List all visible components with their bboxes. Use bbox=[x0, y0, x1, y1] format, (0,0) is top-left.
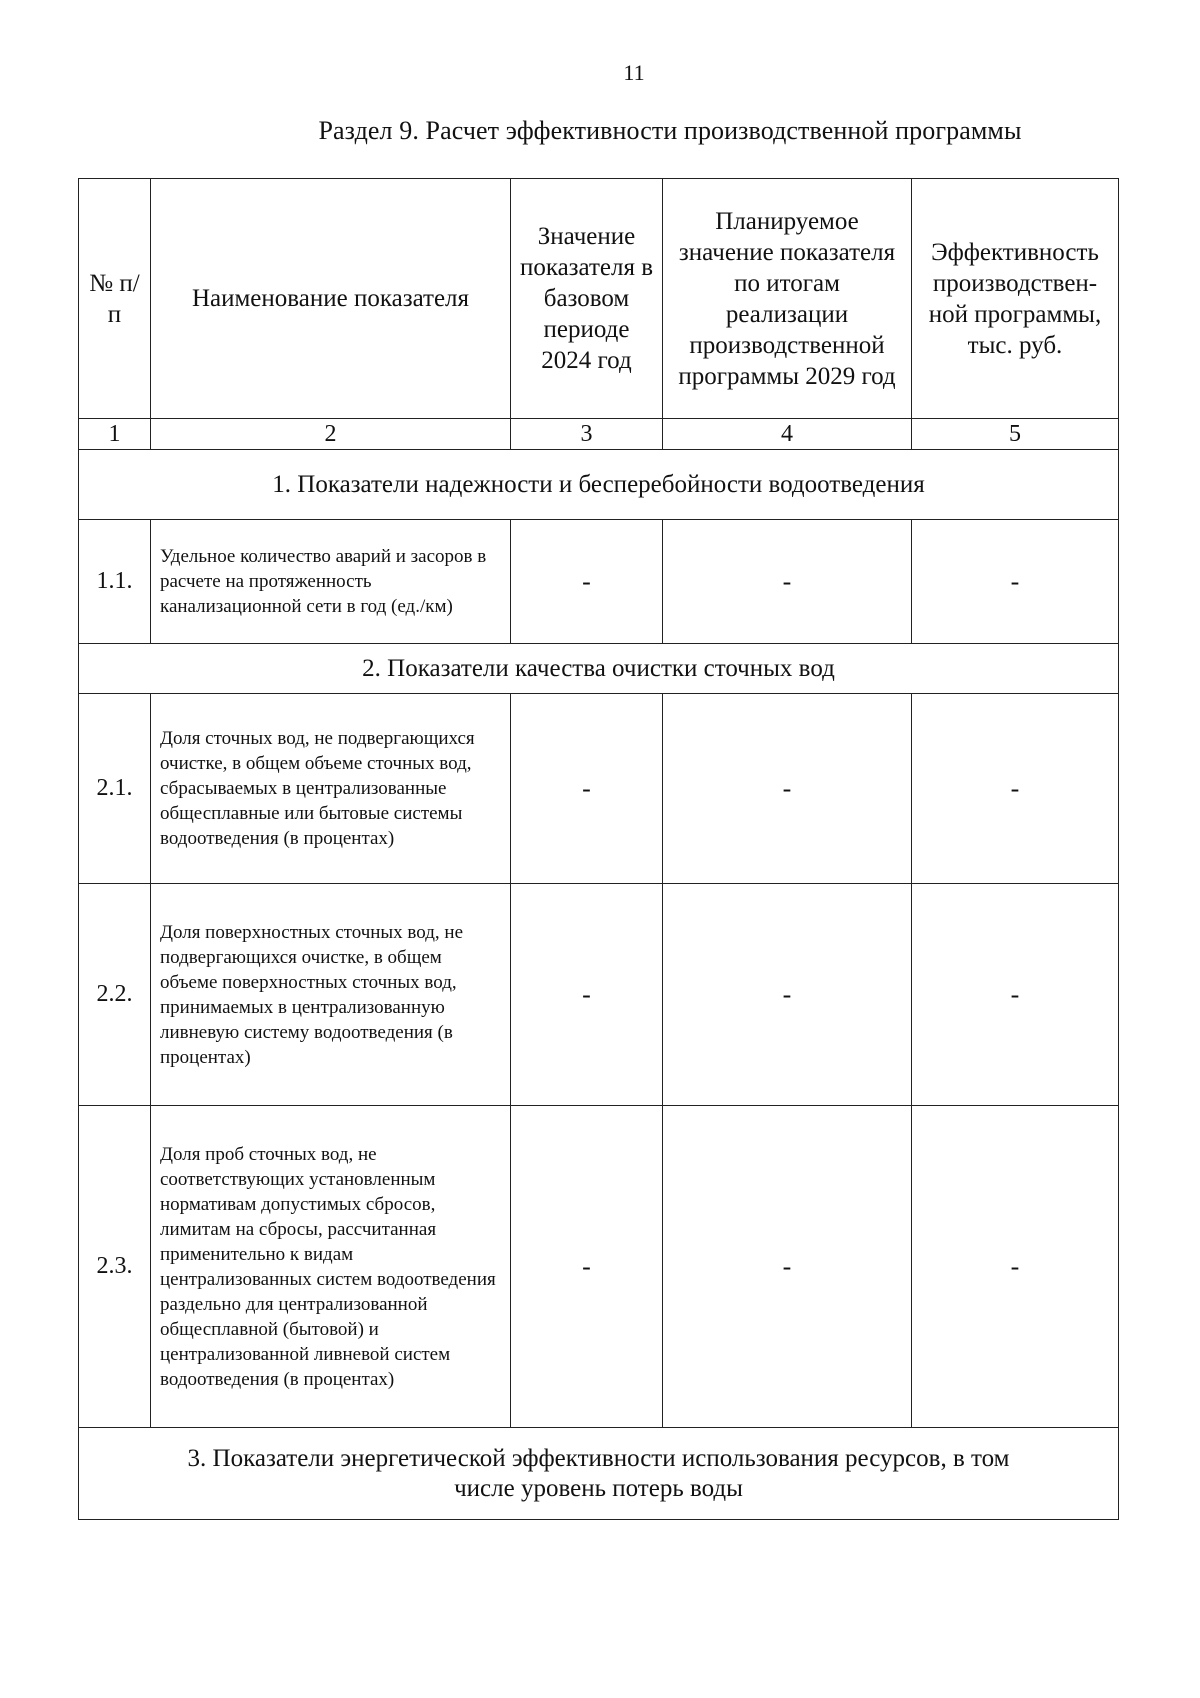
column-number: 2 bbox=[151, 419, 511, 450]
column-number-row bbox=[79, 419, 1119, 450]
table-row bbox=[79, 520, 1119, 644]
table-row bbox=[79, 1106, 1119, 1428]
planned-value: - bbox=[663, 884, 912, 1106]
section-heading-row bbox=[79, 1428, 1119, 1520]
row-number: 2.3. bbox=[79, 1106, 151, 1428]
indicator-name: Удельное количество аварий и засоров в расчете на протяженность канализационной сети в год (ед./км) bbox=[151, 520, 511, 644]
header-num: № п/п bbox=[79, 179, 151, 419]
efficiency-value: - bbox=[912, 884, 1119, 1106]
row-number: 2.1. bbox=[79, 694, 151, 884]
efficiency-table bbox=[78, 178, 1119, 1520]
section-heading: 2. Показатели качества очистки сточных вод bbox=[79, 644, 1119, 694]
header-base-value: Значение показателя в базовом периоде 2024 год bbox=[511, 179, 663, 419]
indicator-name: Доля сточных вод, не подвергающихся очистке, в общем объеме сточных вод, сбрасываемых в централизованные общесплавные или бытовые системы водоотведения (в процентах) bbox=[151, 694, 511, 884]
section-title: Раздел 9. Расчет эффективности производственной программы bbox=[318, 116, 1022, 145]
table-row bbox=[79, 694, 1119, 884]
base-value: - bbox=[511, 694, 663, 884]
row-number: 1.1. bbox=[79, 520, 151, 644]
indicator-name: Доля поверхностных сточных вод, не подвергающихся очистке, в общем объеме поверхностных сточных вод, принимаемых в централизованную ливневую систему водоотведения (в процентах) bbox=[151, 884, 511, 1106]
column-number: 4 bbox=[663, 419, 912, 450]
base-value: - bbox=[511, 520, 663, 644]
section-heading-row bbox=[79, 450, 1119, 520]
column-number: 1 bbox=[79, 419, 151, 450]
column-number: 3 bbox=[511, 419, 663, 450]
table-row bbox=[79, 884, 1119, 1106]
table-header-row bbox=[79, 179, 1119, 419]
header-planned-value: Планируемое значение показателя по итогам реализации производственной программы 2029 год bbox=[663, 179, 912, 419]
base-value: - bbox=[511, 884, 663, 1106]
section-heading: 1. Показатели надежности и бесперебойности водоотведения bbox=[79, 450, 1119, 520]
planned-value: - bbox=[663, 520, 912, 644]
column-number: 5 bbox=[912, 419, 1119, 450]
section-heading: 3. Показатели энергетической эффективности использования ресурсов, в том числе уровень потерь воды bbox=[79, 1428, 1119, 1520]
efficiency-value: - bbox=[912, 520, 1119, 644]
planned-value: - bbox=[663, 694, 912, 884]
section-heading-row bbox=[79, 644, 1119, 694]
header-name: Наименование показателя bbox=[151, 179, 511, 419]
header-efficiency: Эффективность производствен-ной программы, тыс. руб. bbox=[912, 179, 1119, 419]
page-number: 11 bbox=[623, 60, 645, 85]
efficiency-value: - bbox=[912, 694, 1119, 884]
row-number: 2.2. bbox=[79, 884, 151, 1106]
base-value: - bbox=[511, 1106, 663, 1428]
planned-value: - bbox=[663, 1106, 912, 1428]
indicator-name: Доля проб сточных вод, не соответствующих установленным нормативам допустимых сбросов, лимитам на сбросы, рассчитанная применительно к видам централизованных систем водоотведения раздельно для централизованной общесплавной (бытовой) и централизованной ливневой систем водоотведения (в процентах) bbox=[151, 1106, 511, 1428]
efficiency-value: - bbox=[912, 1106, 1119, 1428]
